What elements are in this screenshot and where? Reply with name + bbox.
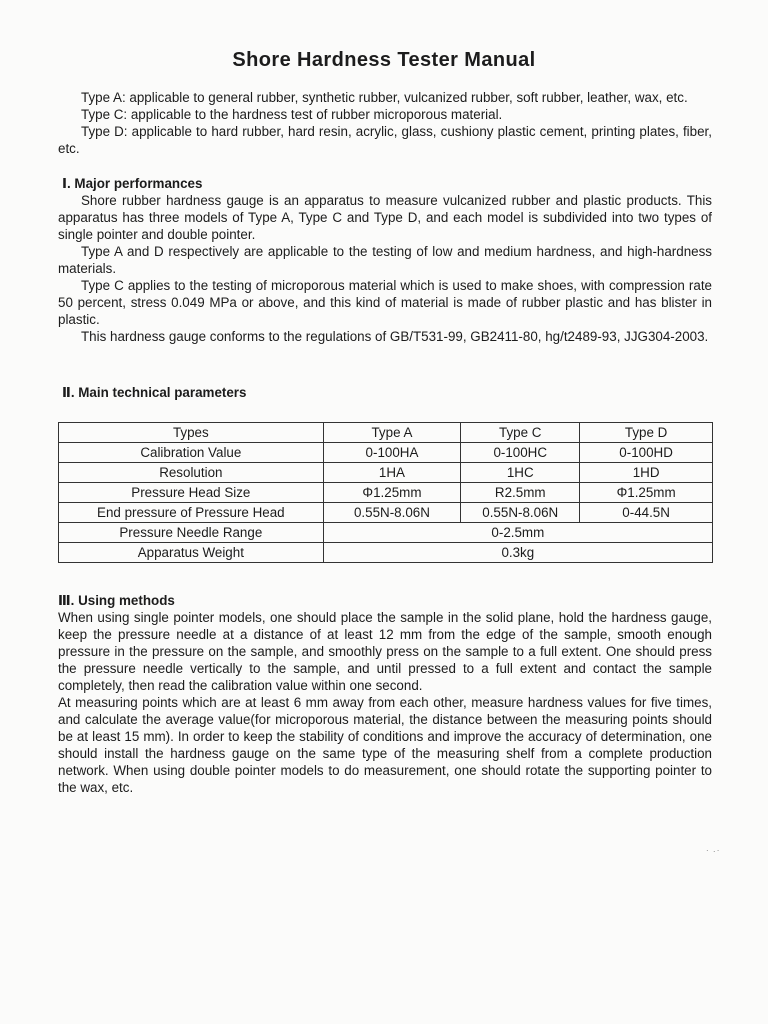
intro-section: [58, 89, 712, 157]
table-cell: 0-100HC: [461, 443, 580, 463]
paragraph: Type C applies to the testing of microporous material which is used to make shoes, with compression rate 50 percent, stress 0.049 MPa or above, and this kind of material is made of rubber plastic and has blister in plastic.: [58, 278, 712, 327]
table-row: [59, 503, 713, 523]
table-cell-merged: 0.3kg: [323, 543, 712, 563]
table-cell: 0-44.5N: [580, 503, 713, 523]
table-cell: 1HC: [461, 463, 580, 483]
table-cell: 1HD: [580, 463, 713, 483]
section-major-performances: [58, 175, 712, 345]
paragraph: Shore rubber hardness gauge is an apparatus to measure vulcanized rubber and plastic products. This apparatus has three models of Type A, Type C and Type D, and each model is subdivided into two types of single pointer and double pointer.: [58, 193, 712, 242]
page-title: Shore Hardness Tester Manual: [232, 49, 536, 71]
table-cell: Calibration Value: [59, 443, 324, 463]
table-cell: Pressure Head Size: [59, 483, 324, 503]
section-technical-parameters: [58, 384, 712, 401]
section-heading-1: Ⅰ. Major performances: [62, 176, 203, 191]
table-header-cell: Type A: [323, 423, 461, 443]
parameters-table: [58, 422, 713, 563]
scan-smudge: ᐧ ·ᐧ: [706, 846, 721, 856]
table-header-cell: Types: [59, 423, 324, 443]
section-heading-3: Ⅲ. Using methods: [58, 593, 175, 608]
table-header-cell: Type D: [580, 423, 713, 443]
table-row: [59, 463, 713, 483]
table-cell: R2.5mm: [461, 483, 580, 503]
table-cell: Apparatus Weight: [59, 543, 324, 563]
table-row: [59, 523, 713, 543]
table-row: [59, 443, 713, 463]
intro-type-c: Type C: applicable to the hardness test of rubber microporous material.: [81, 107, 503, 122]
paragraph: When using single pointer models, one should place the sample in the solid plane, hold the hardness gauge, keep the pressure needle at a distance of at least 12 mm from the edge of the sample, smooth enough pressure in the pressure on the sample, and smoothly press on the sample to a full extent. One should press the pressure needle vertically to the sample, and until pressed to a full extent and contact the sample completely, then read the calibration value within one second.: [58, 610, 712, 693]
table-cell: 0.55N-8.06N: [323, 503, 461, 523]
table-row: [59, 483, 713, 503]
table-row: [59, 543, 713, 563]
table-header-cell: Type C: [461, 423, 580, 443]
intro-type-d: Type D: applicable to hard rubber, hard resin, acrylic, glass, cushiony plastic cement, printing plates, fiber, etc.: [58, 124, 712, 156]
paragraph: Type A and D respectively are applicable to the testing of low and medium hardness, and high-hardness materials.: [58, 244, 712, 276]
table-header-row: [59, 423, 713, 443]
table-cell: 1HA: [323, 463, 461, 483]
section-using-methods: [58, 592, 712, 796]
table-cell: 0-100HA: [323, 443, 461, 463]
table-cell: Φ1.25mm: [323, 483, 461, 503]
paragraph: At measuring points which are at least 6 mm away from each other, measure hardness values for five times, and calculate the average value(for microporous material, the distance between the measuring points should be at least 15 mm). In order to keep the stability of conditions and improve the accuracy of determination, one should install the hardness gauge on the same type of the measuring shelf from a complete production network. When using double pointer models to do measurement, one should rotate the supporting pointer to the wax, etc.: [58, 695, 712, 795]
table-cell: Resolution: [59, 463, 324, 483]
table-cell: 0.55N-8.06N: [461, 503, 580, 523]
section-heading-2: Ⅱ. Main technical parameters: [62, 385, 247, 400]
table-cell: 0-100HD: [580, 443, 713, 463]
intro-type-a: Type A: applicable to general rubber, synthetic rubber, vulcanized rubber, soft rubber, leather, wax, etc.: [81, 90, 688, 105]
table-cell: Pressure Needle Range: [59, 523, 324, 543]
table-cell-merged: 0-2.5mm: [323, 523, 712, 543]
table-cell: End pressure of Pressure Head: [59, 503, 324, 523]
table-cell: Φ1.25mm: [580, 483, 713, 503]
paragraph: This hardness gauge conforms to the regulations of GB/T531-99, GB2411-80, hg/t2489-93, JJG304-2003.: [81, 329, 709, 344]
